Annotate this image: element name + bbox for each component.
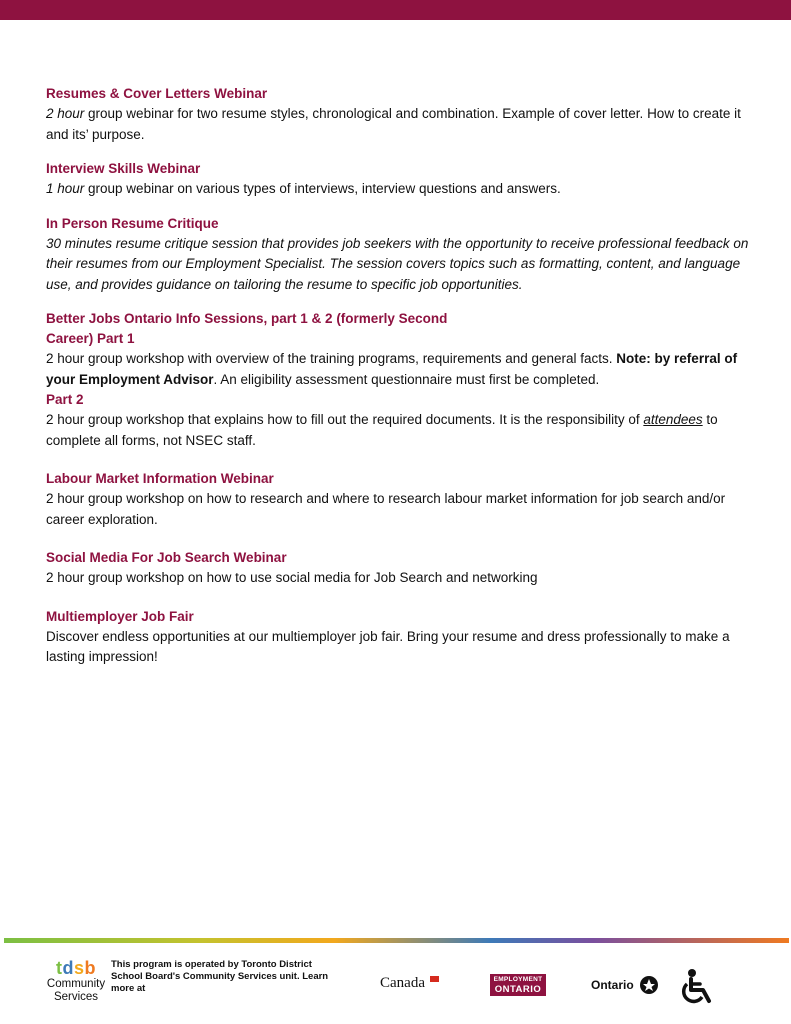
- section-description: [46, 104, 760, 145]
- tdsb-subtitle: Community Services: [46, 978, 106, 1003]
- part2-text: 2 hour group workshop that explains how to fill out the required documents. It is the responsibility of: [46, 412, 644, 427]
- section-interview: [46, 159, 760, 200]
- section-title: In Person Resume Critique: [46, 215, 219, 231]
- footer-note: This program is operated by Toronto District School Board's Community Services unit. Learn more at: [111, 959, 329, 994]
- employment-ontario-logo: [490, 974, 546, 996]
- section-critique: [46, 214, 760, 296]
- eo-logo-bottom: ONTARIO: [494, 984, 542, 995]
- attendees-text: attendees: [643, 412, 703, 427]
- section-description: 30 minutes resume critique session that provides job seekers with the opportunity to receive professional feedback on their resumes from our Employment Specialist. The session covers topics such as formatting, content, and language use, and provides guidance on tailoring the resume to specific job opportunities.: [46, 235, 749, 292]
- duration-text: 1 hour: [46, 181, 85, 196]
- section-title: Interview Skills Webinar: [46, 161, 201, 176]
- section-description: 2 hour group workshop on how to use social media for Job Search and networking: [46, 570, 538, 585]
- section-description: 2 hour group workshop on how to research and where to research labour market information for job search and/or career exploration.: [46, 491, 726, 527]
- canada-flag-icon: [430, 976, 439, 982]
- part1-tail: . An eligibility assessment questionnaire must first be completed.: [213, 371, 600, 387]
- section-description: [46, 179, 760, 200]
- tdsb-wordmark: tdsb: [55, 958, 96, 978]
- section-title: Labour Market Information Webinar: [46, 471, 274, 486]
- part1-text: 2 hour group workshop with overview of the training programs, requirements and general facts.: [46, 351, 617, 366]
- referral-note: Note: by referral of your Employment Advisor: [46, 351, 738, 387]
- section-social: [46, 548, 760, 589]
- footer-divider: [4, 938, 789, 943]
- canada-wordmark: Canada: [380, 975, 425, 991]
- section-resumes: [46, 84, 760, 145]
- part1-description: [46, 349, 760, 390]
- ontario-trillium-icon: [640, 976, 658, 994]
- ontario-wordmark: Ontario: [591, 978, 634, 992]
- section-title: Resumes & Cover Letters Webinar: [46, 86, 268, 101]
- tdsb-logo: [44, 958, 108, 1004]
- part2-description: [46, 410, 760, 451]
- description-text: group webinar on various types of interviews, interview questions and answers.: [84, 181, 561, 196]
- part2-title: Part 2: [46, 392, 84, 407]
- document-body: [46, 84, 760, 682]
- section-jobfair: [46, 607, 760, 668]
- section-description: Discover endless opportunities at our multiemployer job fair. Bring your resume and dress professionally to make a lasting impression!: [46, 628, 730, 664]
- top-banner-bar: [0, 0, 791, 20]
- section-title: Better Jobs Ontario Info Sessions, part 1 & 2 (formerly Second Career) Part 1: [46, 311, 448, 346]
- section-better-jobs: [46, 309, 760, 451]
- part2-tail: to complete all forms, not NSEC staff.: [46, 412, 718, 448]
- duration-text: 2 hour: [46, 106, 85, 121]
- section-title: Social Media For Job Search Webinar: [46, 550, 287, 565]
- section-title: Multiemployer Job Fair: [46, 608, 194, 624]
- section-labour: [46, 469, 760, 530]
- description-text: group webinar for two resume styles, chronological and combination. Example of cover letter. How to create it and its’ purpose.: [46, 106, 741, 142]
- eo-logo-top: EMPLOYMENT: [493, 976, 543, 983]
- wheelchair-accessibility-icon: [678, 968, 718, 1006]
